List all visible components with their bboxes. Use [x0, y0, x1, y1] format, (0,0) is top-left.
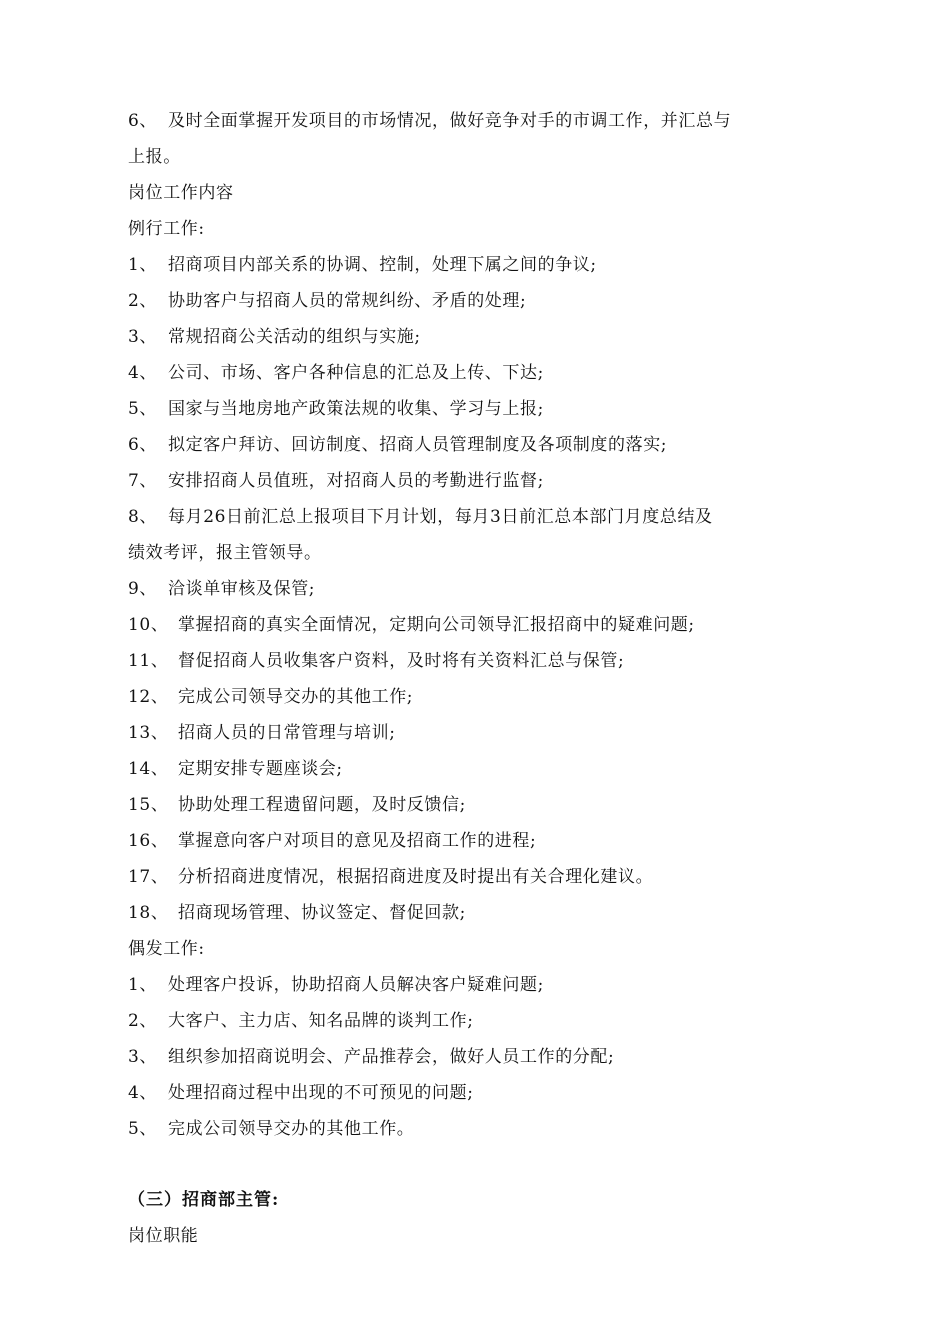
item-text: 掌握意向客户对项目的意见及招商工作的进程;: [178, 831, 537, 851]
item-number: 7、: [128, 471, 158, 491]
item-text: 协助客户与招商人员的常规纠纷、矛盾的处理;: [168, 291, 527, 311]
routine-item: [128, 721, 808, 745]
item-text-continuation: 上报。: [128, 147, 181, 167]
occasional-heading: 偶发工作:: [128, 939, 205, 959]
item-text: 协助处理工程遗留问题，及时反馈信;: [178, 795, 466, 815]
item-text: 常规招商公关活动的组织与实施;: [168, 327, 421, 347]
item-text: 招商人员的日常管理与培训;: [178, 723, 396, 743]
item-text-continuation: 绩效考评，报主管领导。: [128, 543, 322, 563]
item-number: 9、: [128, 579, 158, 599]
occasional-item: [128, 1117, 808, 1141]
item-number: 8、: [128, 507, 158, 527]
item-number: 16、: [128, 831, 169, 851]
routine-item: [128, 397, 808, 421]
item-number: 17、: [128, 867, 169, 887]
routine-item: [128, 649, 808, 673]
routine-item: [128, 289, 808, 313]
item-text: 拟定客户拜访、回访制度、招商人员管理制度及各项制度的落实;: [168, 435, 668, 455]
section-3-heading: （三）招商部主管:: [128, 1190, 280, 1210]
item-text: 完成公司领导交办的其他工作;: [178, 687, 414, 707]
routine-heading: 例行工作:: [128, 219, 205, 239]
item-number: 10、: [128, 615, 169, 635]
section-job-content: 岗位工作内容: [128, 183, 234, 203]
item-number: 12、: [128, 687, 169, 707]
routine-item: [128, 577, 808, 601]
section-3-subheading: 岗位职能: [128, 1226, 199, 1246]
item-text: 招商现场管理、协议签定、督促回款;: [178, 903, 466, 923]
item-number: 2、: [128, 1011, 158, 1031]
item-number: 14、: [128, 759, 169, 779]
intro-item-6-continuation: [128, 145, 808, 169]
item-number: 6、: [128, 435, 158, 455]
item-text: 组织参加招商说明会、产品推荐会，做好人员工作的分配;: [168, 1047, 615, 1067]
item-text: 洽谈单审核及保管;: [168, 579, 316, 599]
routine-item: [128, 901, 808, 925]
occasional-item: [128, 1081, 808, 1105]
item-number: 4、: [128, 363, 158, 383]
routine-item: [128, 613, 808, 637]
item-number: 1、: [128, 975, 158, 995]
item-number: 4、: [128, 1083, 158, 1103]
item-text: 国家与当地房地产政策法规的收集、学习与上报;: [168, 399, 544, 419]
routine-item: [128, 829, 808, 853]
item-text: 督促招商人员收集客户资料，及时将有关资料汇总与保管;: [178, 651, 625, 671]
item-number: 1、: [128, 255, 158, 275]
routine-item: [128, 433, 808, 457]
item-number: 6、: [128, 111, 158, 131]
item-text: 招商项目内部关系的协调、控制，处理下属之间的争议;: [168, 255, 597, 275]
item-text: 分析招商进度情况，根据招商进度及时提出有关合理化建议。: [178, 867, 654, 887]
routine-item: [128, 253, 808, 277]
item-text: 每月26日前汇总上报项目下月计划，每月3日前汇总本部门月度总结及: [168, 507, 713, 527]
occasional-item: [128, 973, 808, 997]
routine-item-continuation: [128, 541, 808, 565]
item-number: 15、: [128, 795, 169, 815]
item-text: 完成公司领导交办的其他工作。: [168, 1119, 415, 1139]
item-number: 18、: [128, 903, 169, 923]
routine-item: [128, 865, 808, 889]
item-text: 安排招商人员值班，对招商人员的考勤进行监督;: [168, 471, 544, 491]
routine-item: [128, 793, 808, 817]
item-text: 定期安排专题座谈会;: [178, 759, 343, 779]
occasional-item: [128, 1009, 808, 1033]
routine-item: [128, 325, 808, 349]
occasional-item: [128, 1045, 808, 1069]
routine-item: [128, 757, 808, 781]
routine-item: [128, 505, 808, 529]
routine-item: [128, 685, 808, 709]
item-number: 11、: [128, 651, 169, 671]
item-number: 5、: [128, 399, 158, 419]
item-text: 处理招商过程中出现的不可预见的问题;: [168, 1083, 474, 1103]
item-number: 3、: [128, 327, 158, 347]
item-text: 及时全面掌握开发项目的市场情况，做好竞争对手的市调工作，并汇总与: [168, 111, 732, 131]
item-text: 大客户、主力店、知名品牌的谈判工作;: [168, 1011, 474, 1031]
item-text: 掌握招商的真实全面情况，定期向公司领导汇报招商中的疑难问题;: [178, 615, 695, 635]
item-text: 公司、市场、客户各种信息的汇总及上传、下达;: [168, 363, 544, 383]
item-number: 2、: [128, 291, 158, 311]
routine-item: [128, 469, 808, 493]
item-number: 5、: [128, 1119, 158, 1139]
intro-item-6: [128, 109, 808, 133]
routine-item: [128, 361, 808, 385]
item-text: 处理客户投诉，协助招商人员解决客户疑难问题;: [168, 975, 544, 995]
item-number: 13、: [128, 723, 169, 743]
item-number: 3、: [128, 1047, 158, 1067]
